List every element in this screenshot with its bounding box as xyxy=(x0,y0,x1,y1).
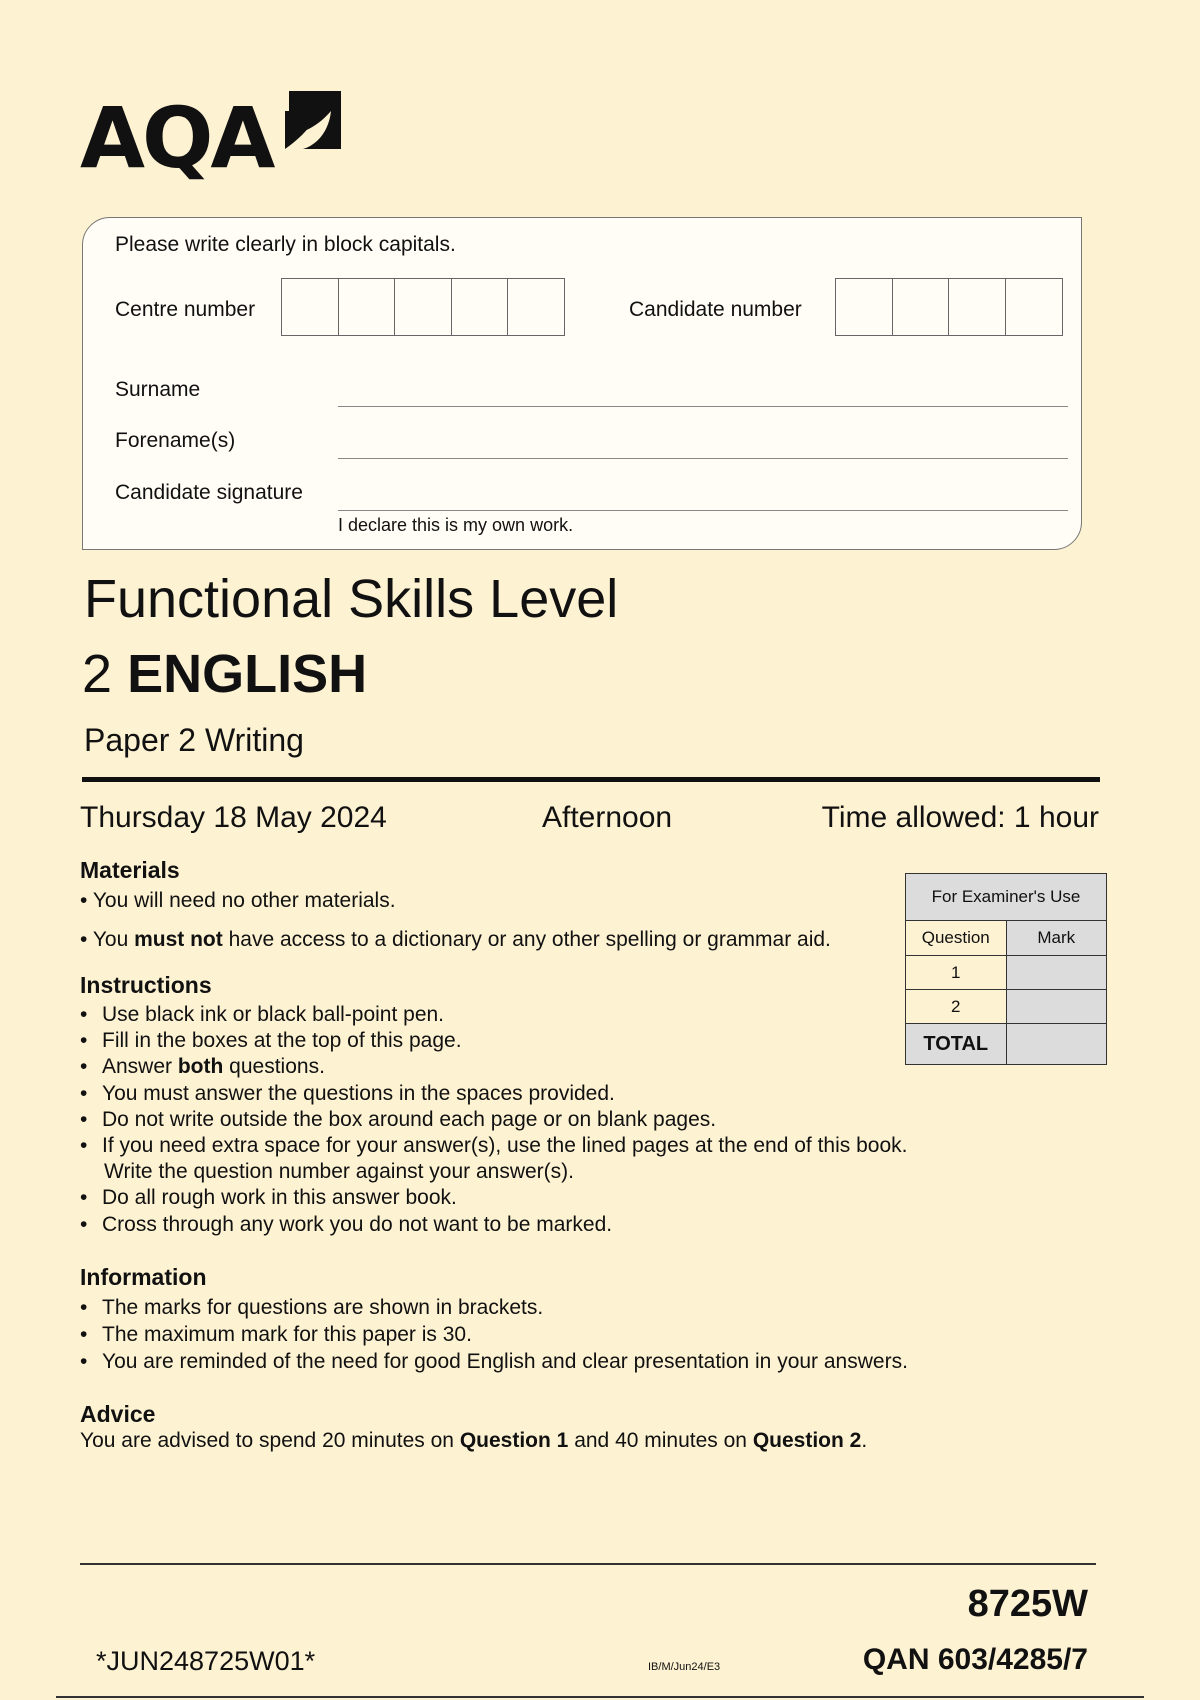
candidate-number-box[interactable] xyxy=(892,278,950,336)
centre-number-boxes[interactable] xyxy=(281,278,565,336)
information-item: • The maximum mark for this paper is 30. xyxy=(80,1321,1080,1348)
candidate-number-box[interactable] xyxy=(835,278,893,336)
forenames-line[interactable] xyxy=(338,458,1068,459)
document-reference: IB/M/Jun24/E3 xyxy=(648,1661,721,1673)
title-divider xyxy=(82,777,1100,782)
candidate-number-boxes[interactable] xyxy=(835,278,1063,336)
footer-divider xyxy=(80,1563,1096,1565)
declaration-text: I declare this is my own work. xyxy=(338,515,574,535)
centre-number-box[interactable] xyxy=(281,278,339,336)
information-heading: Information xyxy=(80,1264,207,1290)
barcode-text: *JUN248725W01* xyxy=(96,1646,316,1676)
bullet: • xyxy=(80,928,93,951)
instructions-list xyxy=(80,1002,980,1238)
instruction-item: • Cross through any work you do not want to be marked. xyxy=(80,1212,980,1238)
materials-item-2 xyxy=(80,928,831,952)
instruction-answer-bold: both xyxy=(177,1055,224,1079)
exam-session: Afternoon xyxy=(542,801,673,834)
instruction-item: • Use black ink or black ball-point pen. xyxy=(80,1002,980,1028)
candidate-details-box xyxy=(82,217,1082,550)
total-label: TOTAL xyxy=(906,1024,1007,1065)
advice-text xyxy=(80,1429,867,1453)
examiner-table-heading: For Examiner's Use xyxy=(906,874,1107,921)
title-line-1: Functional Skills Level xyxy=(84,569,619,629)
candidate-number-label: Candidate number xyxy=(629,298,802,321)
paper-name: Paper 2 Writing xyxy=(84,722,304,758)
instruction-item xyxy=(80,1054,980,1080)
information-item: • You are reminded of the need for good English and clear presentation in your answers. xyxy=(80,1348,1080,1375)
advice-text-mid: and 40 minutes on xyxy=(568,1429,753,1452)
mark-cell xyxy=(1006,956,1107,990)
instructions-heading: Instructions xyxy=(80,972,212,998)
advice-text-pre: You are advised to spend 20 minutes on xyxy=(80,1429,460,1452)
question-number-cell: 1 xyxy=(906,956,1007,990)
total-mark-cell xyxy=(1006,1024,1107,1065)
aqa-logo xyxy=(80,88,350,188)
paper-code: 8725W xyxy=(967,1583,1088,1625)
title-level-number: 2 xyxy=(82,644,113,704)
advice-text-post: . xyxy=(861,1429,868,1452)
signature-line[interactable] xyxy=(338,510,1068,511)
information-item: • The marks for questions are shown in brackets. xyxy=(80,1294,1080,1321)
block-capitals-instruction: Please write clearly in block capitals. xyxy=(115,233,456,256)
instruction-item: • Do all rough work in this answer book. xyxy=(80,1185,980,1211)
centre-number-box[interactable] xyxy=(338,278,396,336)
title-subject: ENGLISH xyxy=(127,644,368,704)
logo-mark-icon xyxy=(283,91,343,153)
exam-date: Thursday 18 May 2024 xyxy=(80,801,387,834)
question-header: Question xyxy=(906,921,1007,956)
instruction-item: • Fill in the boxes at the top of this page. xyxy=(80,1028,980,1054)
advice-question-2: Question 2 xyxy=(752,1429,862,1452)
advice-heading: Advice xyxy=(80,1401,156,1427)
instruction-item: • Do not write outside the box around each page or on blank pages. xyxy=(80,1107,980,1133)
advice-question-1: Question 1 xyxy=(459,1429,569,1452)
question-number-cell: 2 xyxy=(906,990,1007,1024)
instruction-item: • You must answer the questions in the spaces provided. xyxy=(80,1081,980,1107)
title-line-2 xyxy=(82,643,367,705)
surname-label: Surname xyxy=(115,378,201,401)
forenames-label: Forename(s) xyxy=(115,429,236,452)
centre-number-box[interactable] xyxy=(394,278,452,336)
materials-item-2-bold: must not xyxy=(134,928,223,951)
materials-item-2-post: have access to a dictionary or any other spelling or grammar aid. xyxy=(222,928,831,951)
materials-item-1 xyxy=(80,889,396,913)
candidate-number-box[interactable] xyxy=(1005,278,1063,336)
centre-number-box[interactable] xyxy=(451,278,509,336)
instruction-answer-pre: Answer xyxy=(102,1055,178,1079)
centre-number-label: Centre number xyxy=(115,298,256,321)
page-bottom-divider xyxy=(56,1696,1144,1698)
signature-label: Candidate signature xyxy=(115,481,303,504)
mark-cell xyxy=(1006,990,1107,1024)
instruction-item-continued: Write the question number against your answer(s). xyxy=(104,1160,574,1184)
materials-item-1-text: You will need no other materials. xyxy=(92,889,396,912)
candidate-number-box[interactable] xyxy=(948,278,1006,336)
materials-heading: Materials xyxy=(80,857,180,883)
mark-header: Mark xyxy=(1006,921,1107,956)
qan-code: QAN 603/4285/7 xyxy=(862,1643,1088,1676)
time-allowed: Time allowed: 1 hour xyxy=(821,801,1099,834)
instruction-answer-post: questions. xyxy=(223,1055,325,1079)
surname-line[interactable] xyxy=(338,406,1068,407)
centre-number-box[interactable] xyxy=(507,278,565,336)
bullet: • xyxy=(80,889,93,912)
instruction-item: • If you need extra space for your answer(s), use the lined pages at the end of this book. xyxy=(80,1133,980,1159)
materials-item-2-pre: You xyxy=(92,928,135,951)
logo-text: AQA xyxy=(80,89,273,187)
information-list xyxy=(80,1294,1080,1375)
